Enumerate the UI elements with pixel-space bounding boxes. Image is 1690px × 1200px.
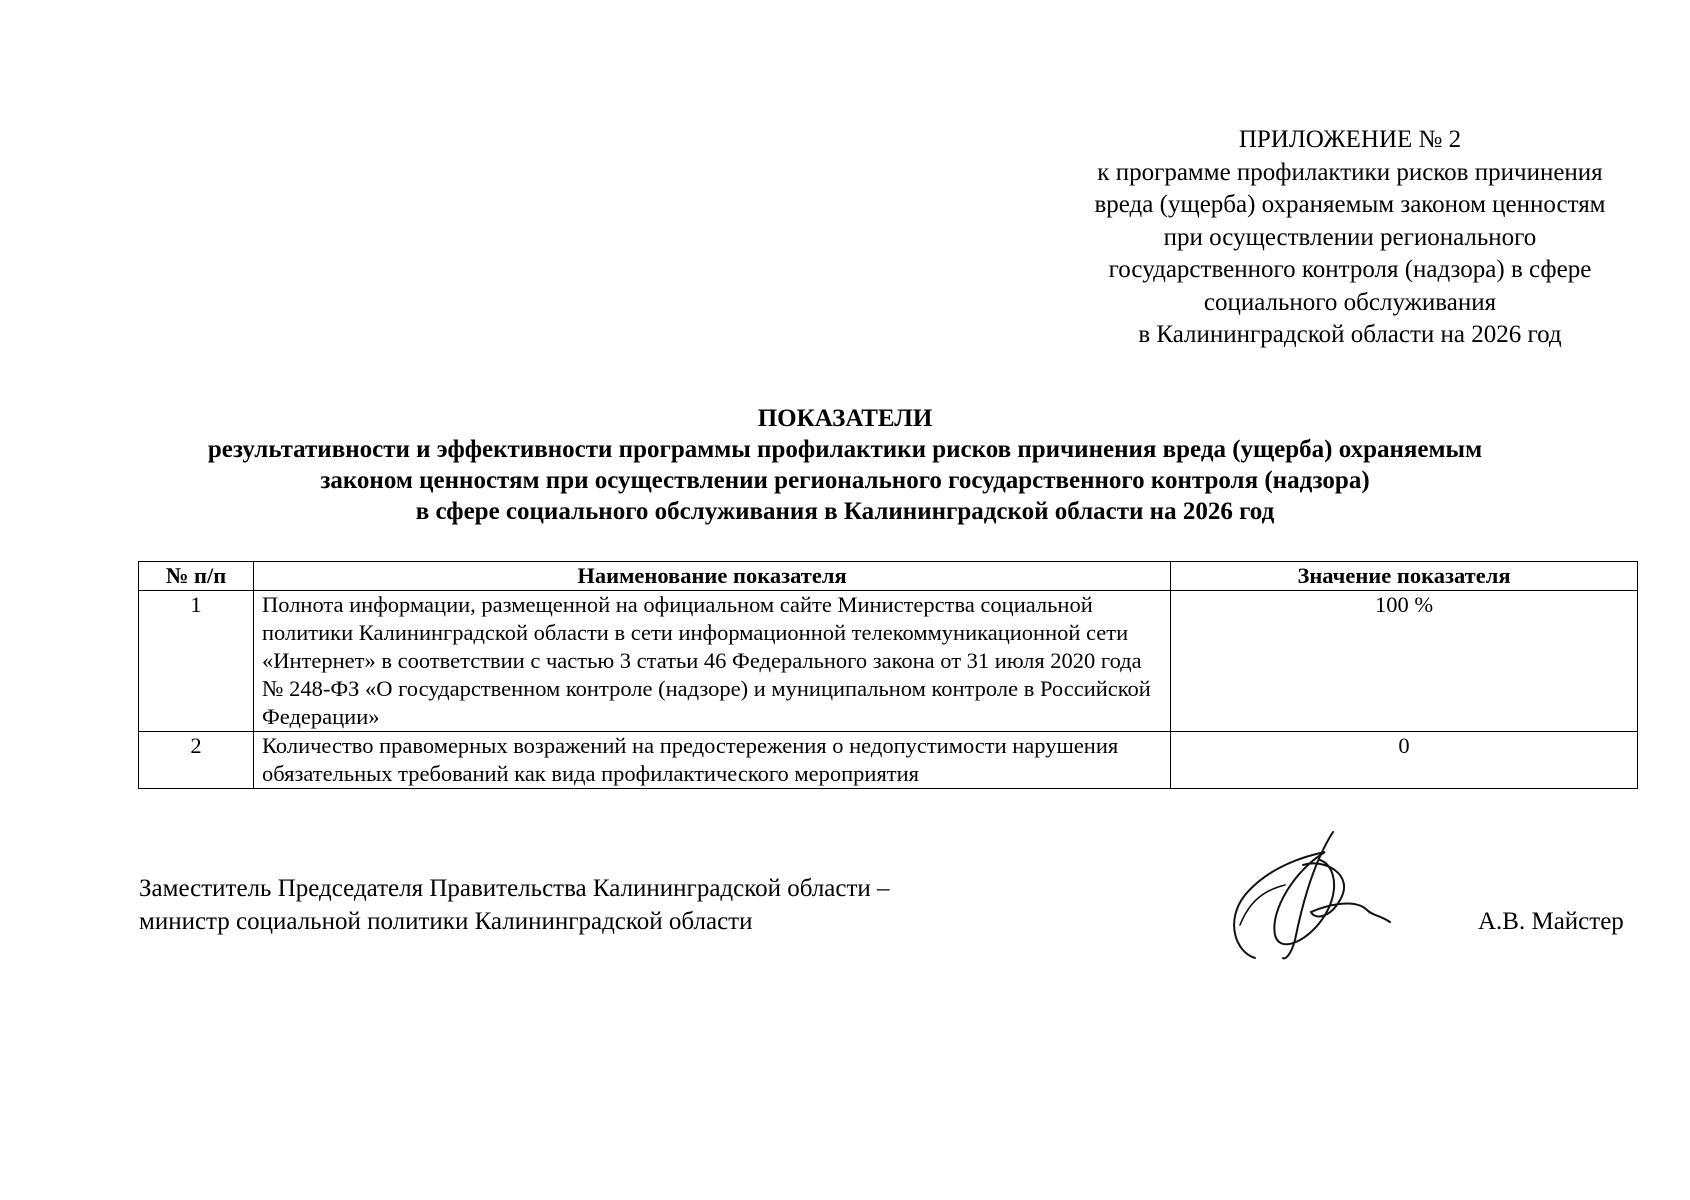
row-indicator-name: Количество правомерных возражений на предостережения о недопустимости нарушения обязательных требований как вида профилактического мероприятия [254,732,1171,789]
appendix-line: социального обслуживания [1203,288,1497,316]
header-indicator-value: Значение показателя [1171,562,1638,591]
appendix-line: государственного контроля (надзора) в сфере [1108,256,1592,283]
signatory-position-line: министр социальной политики Калининградской области [139,908,753,935]
document-subtitle-line: результативности и эффективности программы профилактики рисков причинения вреда (ущерба) охраняемым [207,436,1483,463]
appendix-line: вреда (ущерба) охраняемым законом ценностям [1094,191,1606,218]
document-subtitle-line: законом ценностям при осуществлении регионального государственного контроля (надзора) [320,467,1370,494]
signatory-position-line: Заместитель Председателя Правительства Калининградской области – [139,875,890,902]
header-number: № п/п [139,562,254,591]
row-number: 2 [139,732,254,789]
signatory-position [139,872,890,938]
document-title [150,403,1540,527]
row-number: 1 [139,591,254,732]
appendix-heading [1030,124,1670,352]
appendix-line: к программе профилактики рисков причинения [1097,158,1603,186]
row-indicator-value: 0 [1171,732,1638,789]
appendix-title: ПРИЛОЖЕНИЕ № 2 [1238,126,1462,153]
appendix-line: в Калининградской области на 2026 год [1138,321,1562,348]
indicators-table [138,561,1638,789]
table-row [139,591,1638,732]
signatory-name: А.В. Майстер [1478,908,1624,935]
document-main-title: ПОКАЗАТЕЛИ [757,405,933,432]
handwritten-signature [1215,830,1395,965]
row-indicator-name: Полнота информации, размещенной на официальном сайте Министерства социальной политики Калининградской области в сети информационной телекоммуникационной сети «Интернет» в соответствии с частью 3 статьи 46 Федерального закона от 31 июля 2020 года № 248-ФЗ «О государственном контроле (надзоре) и муниципальном контроле в Российской Федерации» [254,591,1171,732]
header-indicator-name: Наименование показателя [254,562,1171,591]
table-row [139,732,1638,789]
appendix-line: при осуществлении регионального [1163,223,1537,251]
row-indicator-value: 100 % [1171,591,1638,732]
table-header-row [139,562,1638,591]
document-subtitle-line: в сфере социального обслуживания в Калининградской области на 2026 год [415,498,1275,525]
